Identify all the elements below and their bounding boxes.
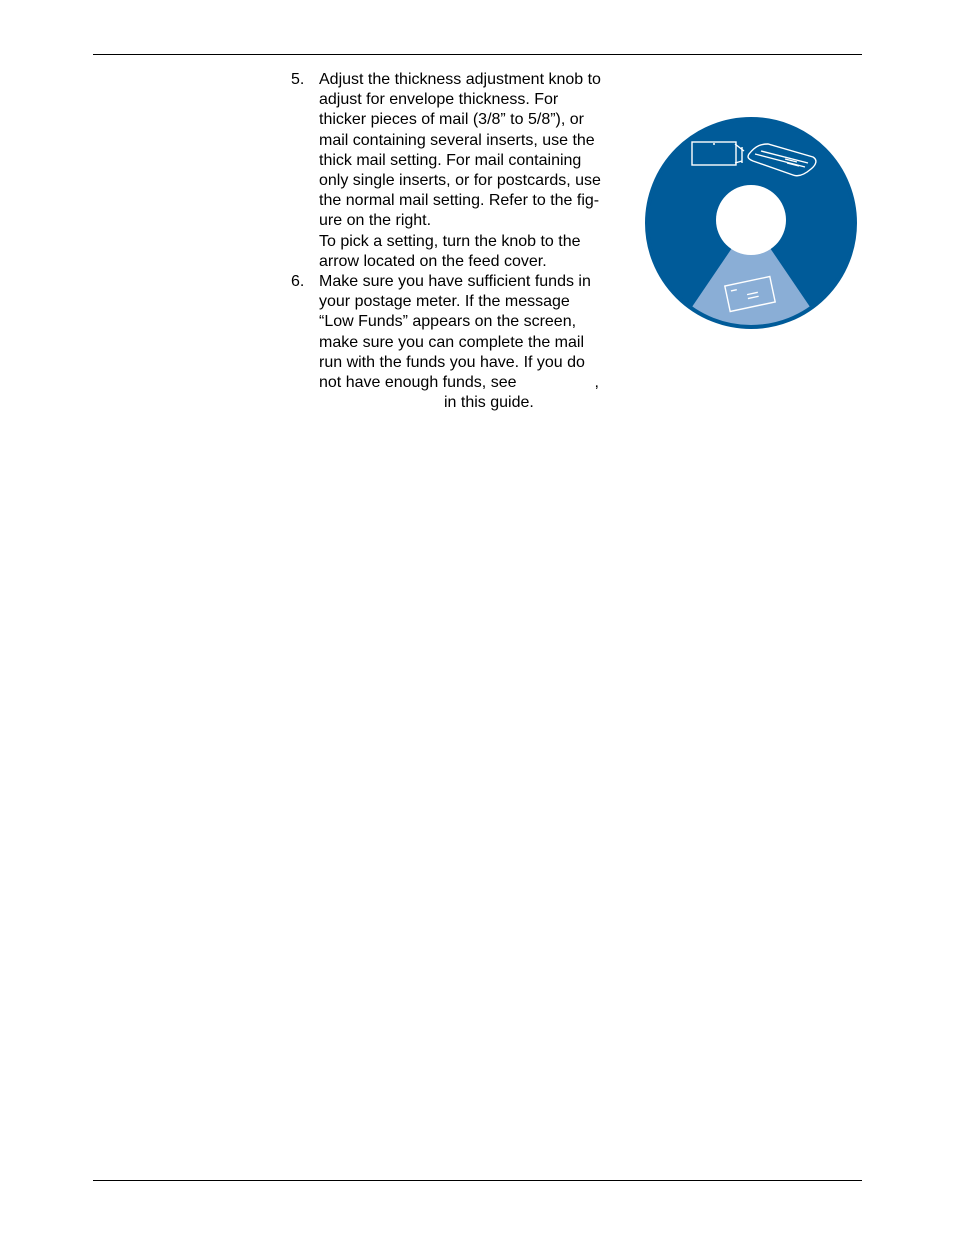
step-text-line: To pick a setting, turn the knob to the (319, 232, 581, 250)
header-rule (93, 54, 862, 55)
step-text-line: your postage meter. If the message (319, 293, 570, 311)
step-6 (291, 272, 631, 413)
footer-rule (93, 1180, 862, 1181)
step-text-fragment: , (594, 374, 599, 392)
thick-mail-icon (692, 142, 744, 165)
step-text-line: arrow located on the feed cover. (319, 252, 547, 270)
step-text-line (319, 373, 631, 393)
step-text-line: ure on the right. (319, 212, 432, 230)
instruction-steps (291, 70, 631, 413)
step-text-line: “Low Funds” appears on the screen, (319, 313, 577, 331)
step-text-line (319, 393, 631, 413)
step-text-line: the normal mail setting. Refer to the fig- (319, 192, 600, 210)
step-text-fragment: in this guide. (444, 394, 534, 412)
step-text-line: make sure you can complete the mail (319, 333, 585, 351)
step-text-line: thicker pieces of mail (3/8” to 5/8”), or (319, 111, 584, 129)
thickness-knob-figure (645, 117, 857, 329)
step-number: 5. (291, 71, 305, 88)
step-text-line: mail containing several inserts, use the (319, 131, 595, 149)
step-text-line: run with the funds you have. If you do (319, 353, 585, 371)
step-text-fragment: not have enough funds, see (319, 374, 517, 392)
knob-center-hole (716, 185, 786, 255)
step-text-line: Make sure you have sufficient funds in (319, 273, 591, 291)
step-text-line: adjust for envelope thickness. For (319, 91, 559, 109)
step-text-line: thick mail setting. For mail containing (319, 151, 582, 169)
step-number: 6. (291, 273, 305, 291)
step-text-line: Adjust the thickness adjustment knob to (319, 71, 601, 88)
step-text-line: only single inserts, or for postcards, use (319, 172, 601, 190)
step-5 (291, 70, 631, 272)
thickness-knob-icon (645, 117, 857, 329)
